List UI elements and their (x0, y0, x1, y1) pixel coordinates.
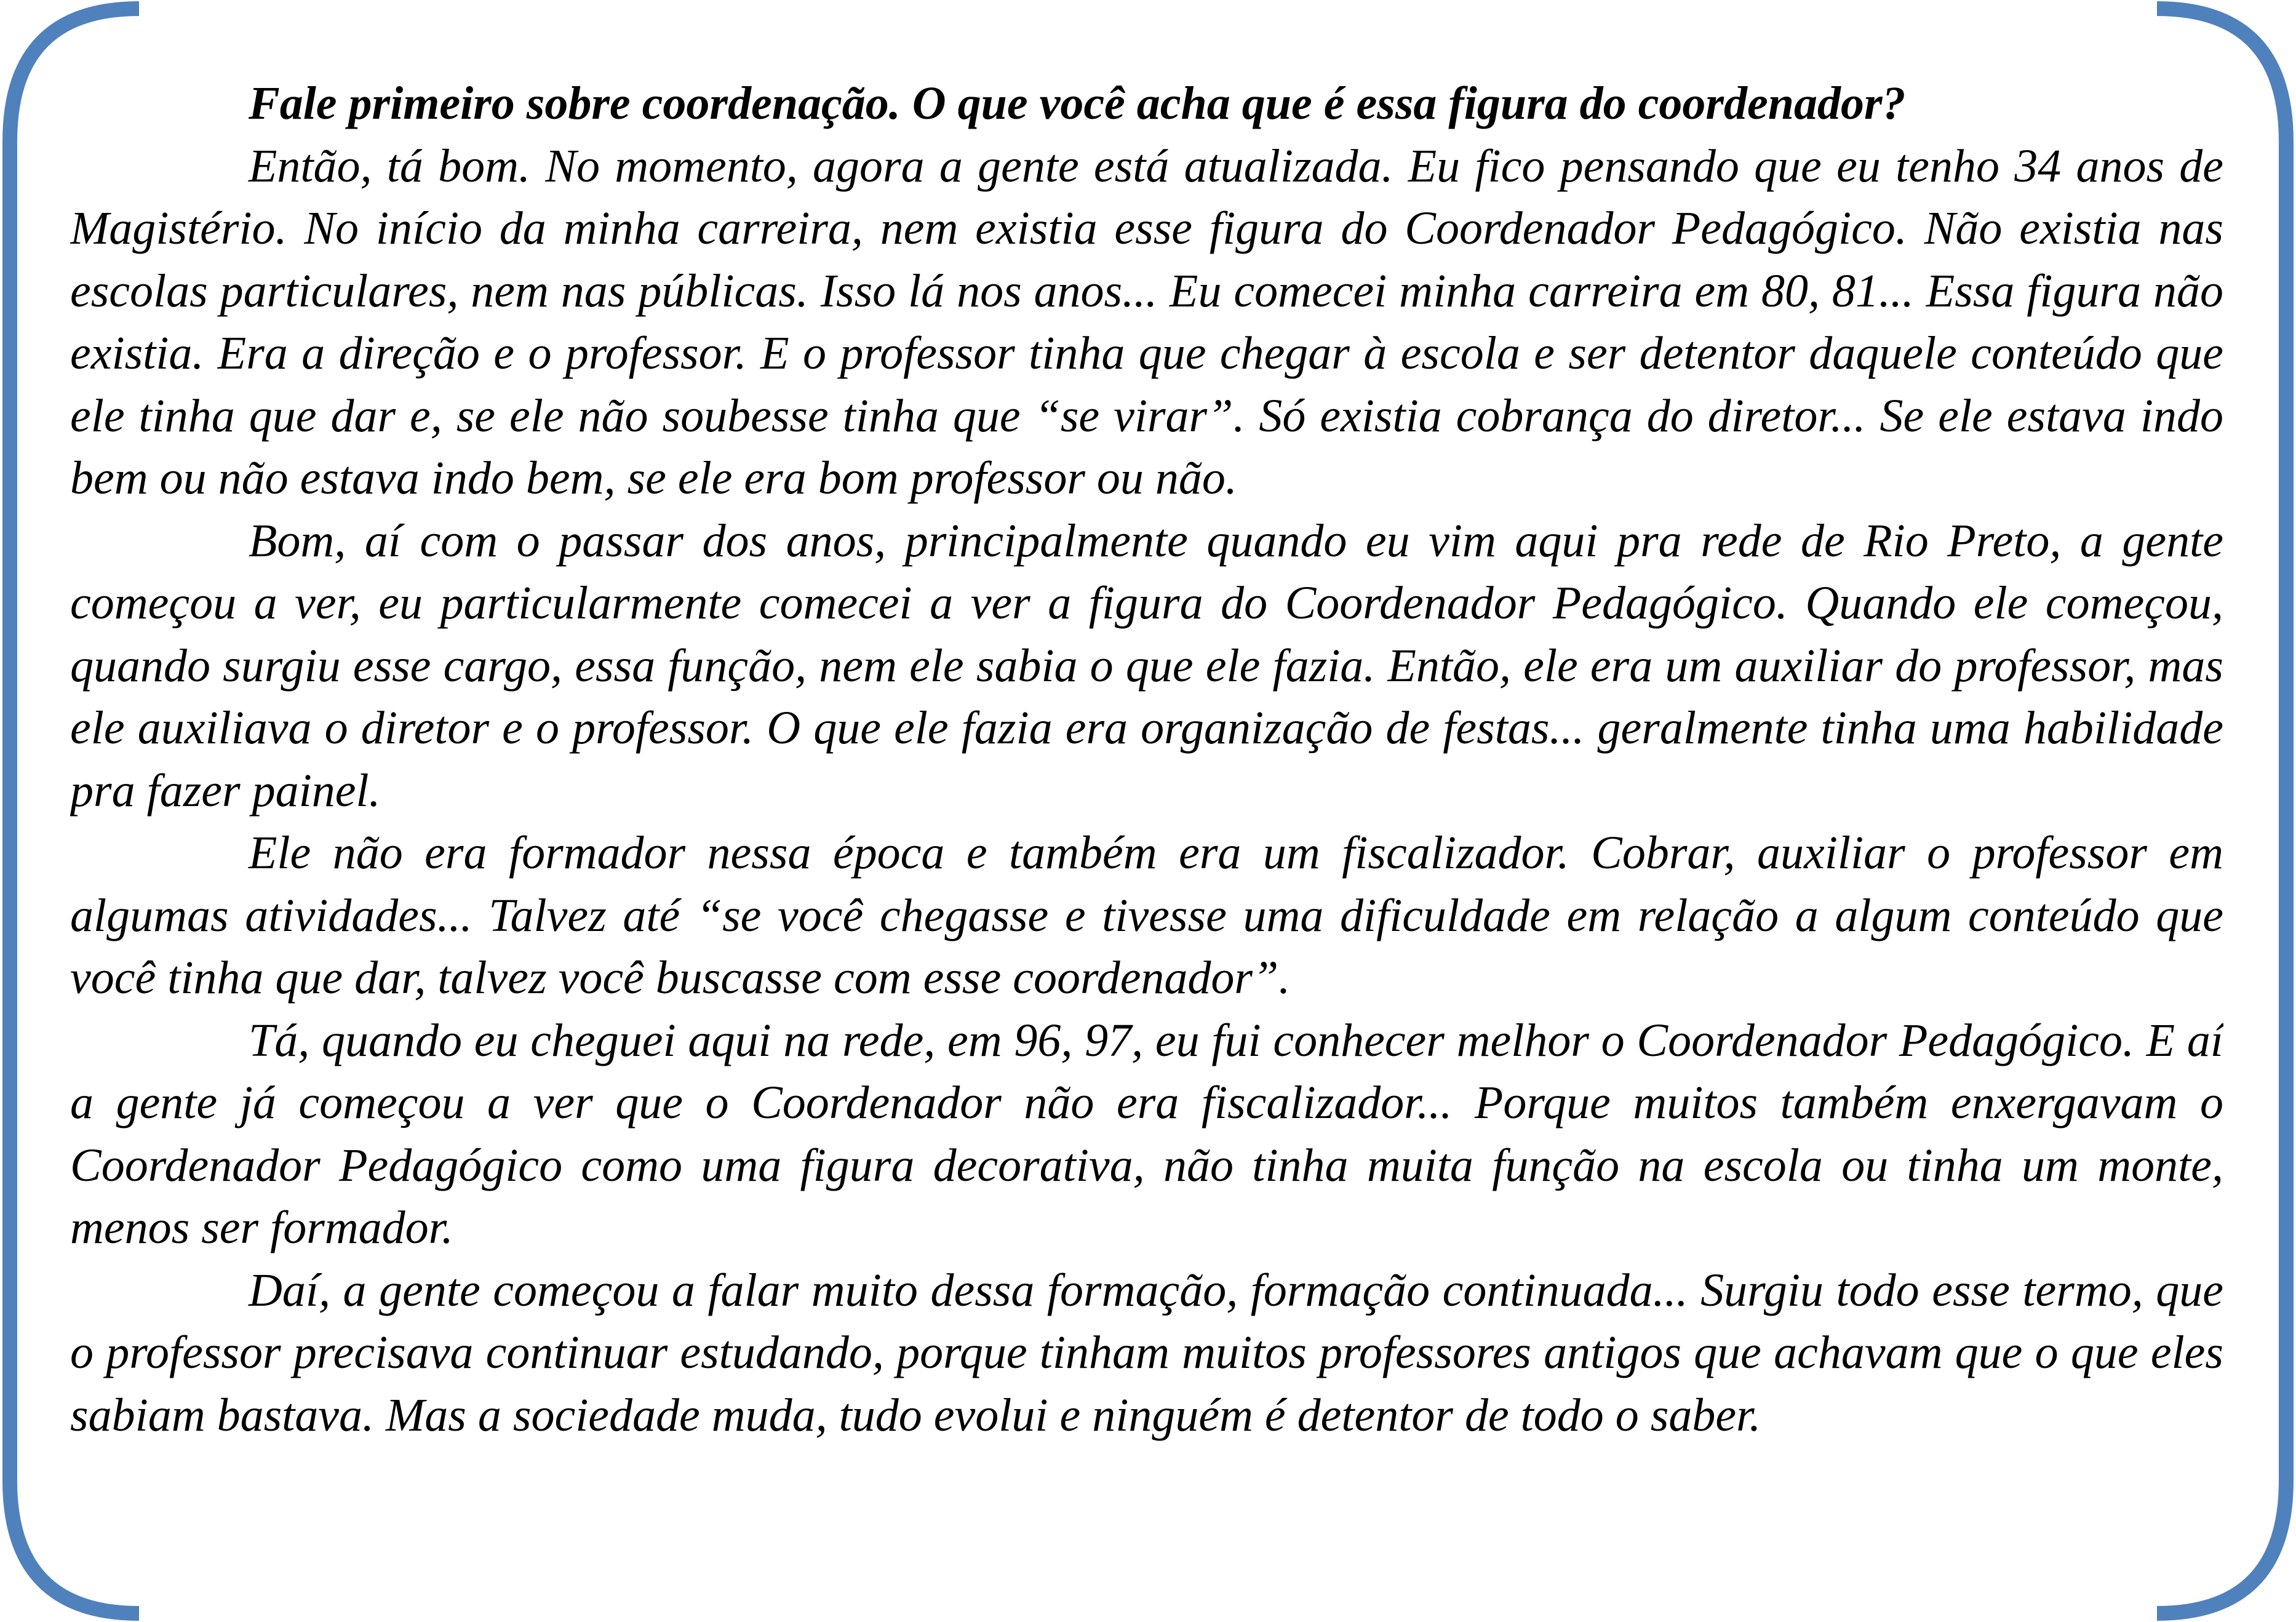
answer-paragraph: Ele não era formador nessa época e também era um fiscalizador. Cobrar, auxiliar o professor em algumas atividades... Talvez até “se você chegasse e tivesse uma dificuldade em relação a algum conteúdo que você tinha que dar, talvez você buscasse com esse coordenador”. (70, 827, 2223, 1004)
answer-paragraph: Bom, aí com o passar dos anos, principalmente quando eu vim aqui pra rede de Rio Preto, a gente começou a ver, eu particularmente comecei a ver a figura do Coordenador Pedagógico. Quando ele começou, quando surgiu esse cargo, essa função, nem ele sabia o que ele fazia. Então, ele era um auxiliar do professor, mas ele auxiliava o diretor e o professor. O que ele fazia era organização de festas... geralmente tinha uma habilidade pra fazer painel. (70, 514, 2223, 817)
answer-paragraph: Então, tá bom. No momento, agora a gente está atualizada. Eu fico pensando que eu tenho 34 anos de Magistério. No início da minha carreira, nem existia esse figura do Coordenador Pedagógico. Não existia nas escolas particulares, nem nas públicas. Isso lá nos anos... Eu comecei minha carreira em 80, 81... Essa figura não existia. Era a direção e o professor. E o professor tinha que chegar à escola e ser detentor daquele conteúdo que ele tinha que dar e, se ele não soubesse tinha que “se virar”. Só existia cobrança do diretor... Se ele estava indo bem ou não estava indo bem, se ele era bom professor ou não. (70, 140, 2223, 504)
interview-question: Fale primeiro sobre coordenação. O que você acha que é essa figura do coordenador? (249, 78, 1906, 129)
interview-excerpt (70, 73, 2223, 1556)
answer-paragraph: Tá, quando eu cheguei aqui na rede, em 96, 97, eu fui conhecer melhor o Coordenador Pedagógico. E aí a gente já começou a ver que o Coordenador não era fiscalizador... Porque muitos também enxergavam o Coordenador Pedagógico como uma figura decorativa, não tinha muita função na escola ou tinha um monte, menos ser formador. (70, 1014, 2223, 1253)
answer-paragraph: Daí, a gente começou a falar muito dessa formação, formação continuada... Surgiu todo esse termo, que o professor precisava continuar estudando, porque tinham muitos professores antigos que achavam que o que eles sabiam bastava. Mas a sociedade muda, tudo evolui e ninguém é detentor de todo o saber. (70, 1264, 2223, 1441)
